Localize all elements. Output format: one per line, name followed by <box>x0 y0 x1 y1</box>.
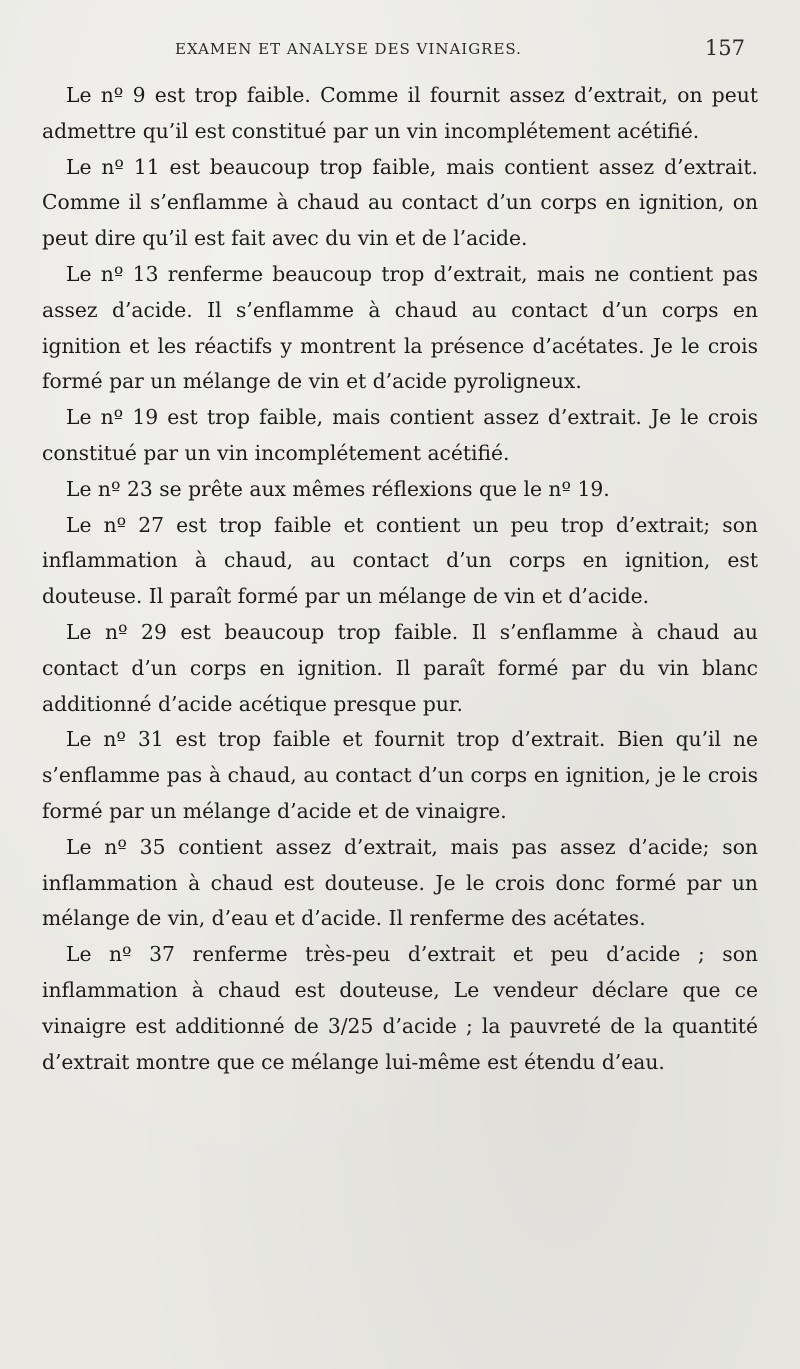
paragraph-no-9: Le nº 9 est trop faible. Comme il fournit assez d’extrait, on peut admettre qu’il est constitué par un vin incomplétement acétifié. <box>42 83 758 143</box>
running-head: EXAMEN ET ANALYSE DES VINAIGRES. <box>175 40 522 58</box>
page-header <box>175 36 745 66</box>
paragraph-no-31: Le nº 31 est trop faible et fournit trop d’extrait. Bien qu’il ne s’enflamme pas à chaud, au contact d’un corps en ignition, je le crois formé par un mélange d’acide et de vinaigre. <box>42 727 758 823</box>
paragraph-no-29: Le nº 29 est beaucoup trop faible. Il s’enflamme à chaud au contact d’un corps en ignition. Il paraît formé par du vin blanc additionné d’acide acétique presque pur. <box>42 619 758 716</box>
paragraph-no-11: Le nº 11 est beaucoup trop faible, mais contient assez d’extrait. Comme il s’enflamme à chaud au contact d’un corps en ignition, on peut dire qu’il est fait avec du vin et de l’acide. <box>42 154 758 251</box>
paragraph-no-27: Le nº 27 est trop faible et contient un peu trop d’extrait; son inflammation à chaud, au contact d’un corps en ignition, est douteuse. Il paraît formé par un mélange de vin et d’acide. <box>42 512 758 609</box>
paragraph-no-35: Le nº 35 contient assez d’extrait, mais pas assez d’acide; son inflammation à chaud est douteuse. Je le crois donc formé par un mélange de vin, d’eau et d’acide. Il renferme des acétates. <box>42 834 758 931</box>
paragraph-no-37: Le nº 37 renferme très-peu d’extrait et peu d’acide ; son inflammation à chaud est douteuse, Le vendeur déclare que ce vinaigre est additionné de 3/25 d’acide ; la pauvreté de la quantité d’extrait montre que ce mélange lui-même est étendu d’eau. <box>42 942 758 1074</box>
paragraph-no-13: Le nº 13 renferme beaucoup trop d’extrait, mais ne contient pas assez d’acide. Il s’enflamme à chaud au contact d’un corps en ignition et les réactifs y montrent la présence d’acétates. Je le crois formé par un mélange de vin et d’acide pyroligneux. <box>42 261 758 394</box>
paragraph-no-23: Le nº 23 se prête aux mêmes réflexions que le nº 19. <box>66 476 610 501</box>
paragraph-no-19: Le nº 19 est trop faible, mais contient assez d’extrait. Je le crois constitué par un vin incomplétement acétifié. <box>42 405 758 465</box>
body-text <box>42 78 758 1080</box>
page-number: 157 <box>704 36 745 60</box>
